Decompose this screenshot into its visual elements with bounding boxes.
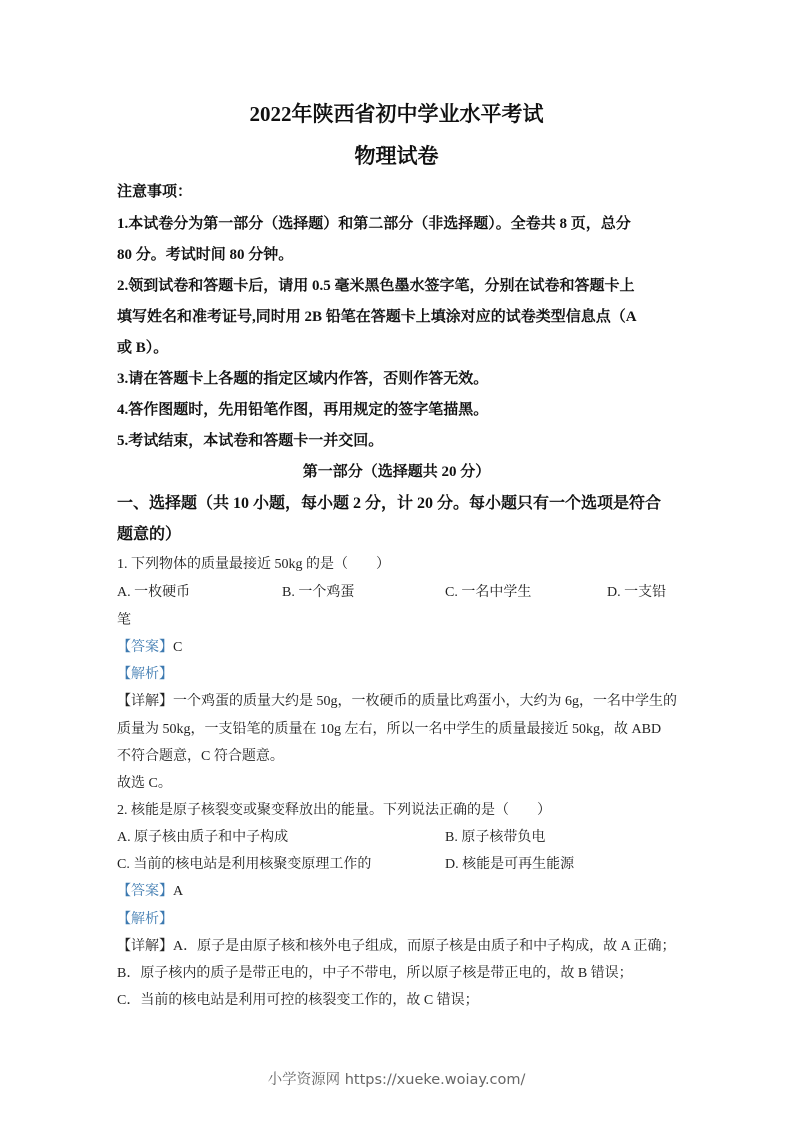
question-2-option-c: C. 当前的核电站是利用核聚变原理工作的 <box>117 857 372 872</box>
notice-line: 填写姓名和准考证号,同时用 2B 铅笔在答题卡上填涂对应的试卷类型信息点（A <box>117 309 637 325</box>
footer-link[interactable]: 小学资源网 https://xueke.woiay.com/ <box>267 1072 526 1088</box>
part-one-heading: 第一部分（选择题共 20 分） <box>302 464 491 480</box>
detail-text: A．原子是由原子核和核外电子组成，而原子核是由质子和中子构成，故 A 正确； <box>173 939 676 954</box>
question-2-answer <box>117 880 183 900</box>
question-1-stem: 1. 下列物体的质量最接近 50kg 的是（ ） <box>117 557 390 572</box>
answer-tag: 【答案】 <box>117 884 173 899</box>
question-2-stem: 2. 核能是原子核裂变或聚变释放出的能量。下列说法正确的是（ ） <box>117 803 551 818</box>
question-1-detail-line: 不符合题意，C 符合题意。 <box>117 749 284 764</box>
question-2-option-a: A. 原子核由质子和中子构成 <box>117 830 289 845</box>
notice-line: 2.领到试卷和答题卡后，请用 0.5 毫米黑色墨水签字笔，分别在试卷和答题卡上 <box>117 278 635 294</box>
question-2-detail-line: B．原子核内的质子是带正电的，中子不带电，所以原子核是带正电的，故 B 错误； <box>117 966 633 981</box>
notice-line: 或 B）。 <box>117 340 169 356</box>
question-2-detail-line <box>117 935 675 955</box>
question-1-option-d: D. 一支铅 <box>607 585 667 600</box>
notice-heading: 注意事项： <box>117 184 193 200</box>
answer-tag: 【答案】 <box>117 640 173 655</box>
question-1-detail-line <box>117 690 677 710</box>
notice-line: 3.请在答题卡上各题的指定区域内作答，否则作答无效。 <box>117 371 489 387</box>
question-1-conclusion: 故选 C。 <box>117 776 172 791</box>
question-1-analysis-tag: 【解析】 <box>117 667 173 682</box>
section-heading: 一、选择题（共 10 小题，每小题 2 分，计 20 分。每小题只有一个选项是符合 <box>117 495 662 512</box>
notice-line: 80 分。考试时间 80 分钟。 <box>117 247 294 263</box>
question-1-option-wrap: 笔 <box>117 613 131 628</box>
question-2-detail-line: C．当前的核电站是利用可控的核裂变工作的，故 C 错误； <box>117 993 479 1008</box>
section-heading-cont: 题意的） <box>117 526 182 543</box>
question-2-analysis-tag: 【解析】 <box>117 912 173 927</box>
detail-text: 一个鸡蛋的质量大约是 50g，一枚硬币的质量比鸡蛋小，大约为 6g，一名中学生的 <box>173 694 677 709</box>
exam-subtitle: 物理试卷 <box>354 144 439 168</box>
notice-line: 4.答作图题时，先用铅笔作图，再用规定的签字笔描黑。 <box>117 402 489 418</box>
question-2-option-d: D. 核能是可再生能源 <box>445 857 575 872</box>
question-1-option-b: B. 一个鸡蛋 <box>282 585 355 600</box>
notice-line: 5.考试结束，本试卷和答题卡一并交回。 <box>117 433 384 449</box>
exam-title: 2022年陕西省初中学业水平考试 <box>249 102 544 126</box>
detail-tag: 【详解】 <box>117 939 173 954</box>
question-1-option-a: A. 一枚硬币 <box>117 585 191 600</box>
answer-value: A <box>173 884 184 899</box>
answer-value: C <box>173 640 183 655</box>
notice-line: 1.本试卷分为第一部分（选择题）和第二部分（非选择题）。全卷共 8 页，总分 <box>117 216 631 232</box>
detail-tag: 【详解】 <box>117 694 173 709</box>
question-1-option-c: C. 一名中学生 <box>445 585 532 600</box>
question-2-option-b: B. 原子核带负电 <box>445 830 546 845</box>
question-1-answer <box>117 636 182 656</box>
question-1-detail-line: 质量为 50kg，一支铅笔的质量在 10g 左右，所以一名中学生的质量最接近 50kg，故 ABD <box>117 722 662 737</box>
